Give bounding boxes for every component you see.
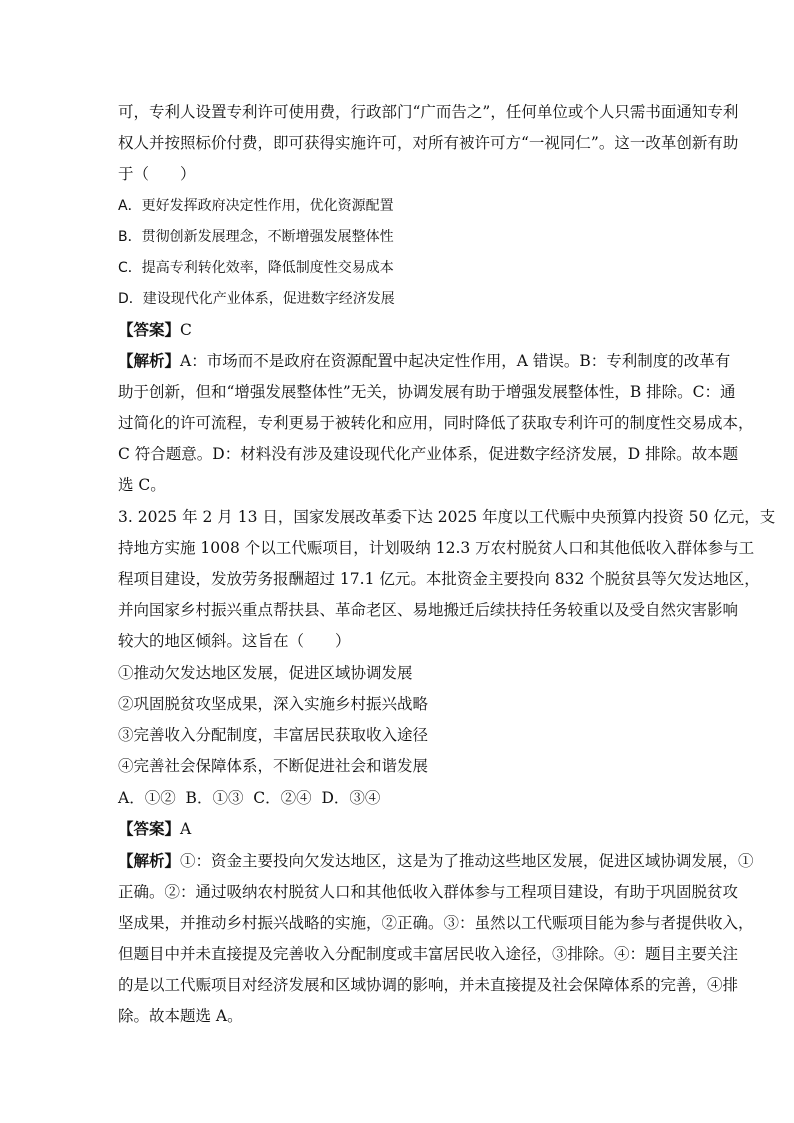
q2-option-a: A．更好发挥政府决定性作用，优化资源配置: [118, 198, 394, 214]
q2-option-d: D．建设现代化产业体系，促进数字经济发展: [118, 291, 395, 307]
q3-analysis-text-1: ①：资金主要投向欠发达地区，这是为了推动这些地区发展，促进区域协调发展，①: [180, 852, 754, 870]
q2-analysis-line-1: [118, 351, 731, 371]
q3-analysis-line-4: 但题目中并未直接提及完善收入分配制度或丰富居民收入途径，③排除。④：题目主要关注: [118, 945, 739, 963]
q2-answer: [118, 320, 192, 340]
q2-answer-label: 【答案】: [118, 320, 181, 339]
q2-analysis-label: 【解析】: [118, 351, 181, 370]
q2-answer-value: C: [180, 321, 192, 339]
q3-answer: [118, 819, 191, 839]
q2-stem-line-1: 可，专利人设置专利许可使用费，行政部门“广而告之”，任何单位或个人只需书面通知专利: [118, 103, 739, 121]
q3-analysis-label: 【解析】: [118, 851, 181, 870]
q3-stem-line-5: 较大的地区倾斜。这旨在（ ）: [118, 632, 351, 650]
q3-stem-line-4: 并向国家乡村振兴重点帮扶县、革命老区、易地搬迁后续扶持任务较重以及受自然灾害影响: [118, 601, 739, 619]
q3-analysis-line-3: 坚成果，并推动乡村振兴战略的实施，②正确。③：虽然以工代赈项目能为参与者提供收入，: [118, 914, 754, 932]
q3-stem-line-1: 3. 2025 年 2 月 13 日，国家发展改革委下达 2025 年度以工代赈中央预算内投资 50 亿元，支: [118, 508, 776, 526]
q3-statement-2: ②巩固脱贫攻坚成果，深入实施乡村振兴战略: [118, 695, 429, 713]
q2-analysis-line-2: 助于创新，但和“增强发展整体性”无关，协调发展有助于增强发展整体性，B 排除。C：通: [118, 383, 736, 401]
q3-analysis-line-6: 除。故本题选 A。: [118, 1007, 243, 1025]
q3-analysis-line-2: 正确。②：通过吸纳农村脱贫人口和其他低收入群体参与工程项目建设，有助于巩固脱贫攻: [118, 883, 739, 901]
q3-statement-1: ①推动欠发达地区发展，促进区域协调发展: [118, 664, 413, 682]
q3-stem-line-2: 持地方实施 1008 个以工代赈项目，计划吸纳 12.3 万农村脱贫人口和其他低收入群体参与工: [118, 539, 755, 557]
q2-analysis-line-3: 过简化的许可流程，专利更易于被转化和应用，同时降低了获取专利许可的制度性交易成本，: [118, 414, 754, 432]
q2-stem-line-2: 权人并按照标价付费，即可获得实施许可，对所有被许可方“一视同仁”。这一改革创新有助: [118, 134, 739, 152]
q3-options: A．①② B．①③ C．②④ D．③④: [118, 789, 381, 807]
q2-stem-line-3: 于（ ）: [118, 165, 196, 183]
q2-analysis-text-1: A：市场而不是政府在资源配置中起决定性作用，A 错误。B：专利制度的改革有: [180, 352, 731, 370]
q2-analysis-line-5: 选 C。: [118, 476, 166, 494]
q3-statement-3: ③完善收入分配制度，丰富居民获取收入途径: [118, 726, 429, 744]
q2-analysis-line-4: C 符合题意。D：材料没有涉及建设现代化产业体系，促进数字经济发展，D 排除。故本题: [118, 445, 739, 463]
q2-option-b: B．贯彻创新发展理念，不断增强发展整体性: [118, 229, 394, 245]
q2-option-c: C．提高专利转化效率，降低制度性交易成本: [118, 260, 394, 276]
q3-analysis-line-5: 的是以工代赈项目对经济发展和区域协调的影响，并未直接提及社会保障体系的完善，④排: [118, 976, 739, 994]
q3-answer-label: 【答案】: [118, 819, 181, 838]
q3-answer-value: A: [180, 820, 192, 838]
q3-stem-line-3: 程项目建设，发放劳务报酬超过 17.1 亿元。本批资金主要投向 832 个脱贫县等欠发达地区，: [118, 570, 760, 588]
q3-statement-4: ④完善社会保障体系，不断促进社会和谐发展: [118, 757, 429, 775]
q3-analysis-line-1: [118, 851, 754, 871]
